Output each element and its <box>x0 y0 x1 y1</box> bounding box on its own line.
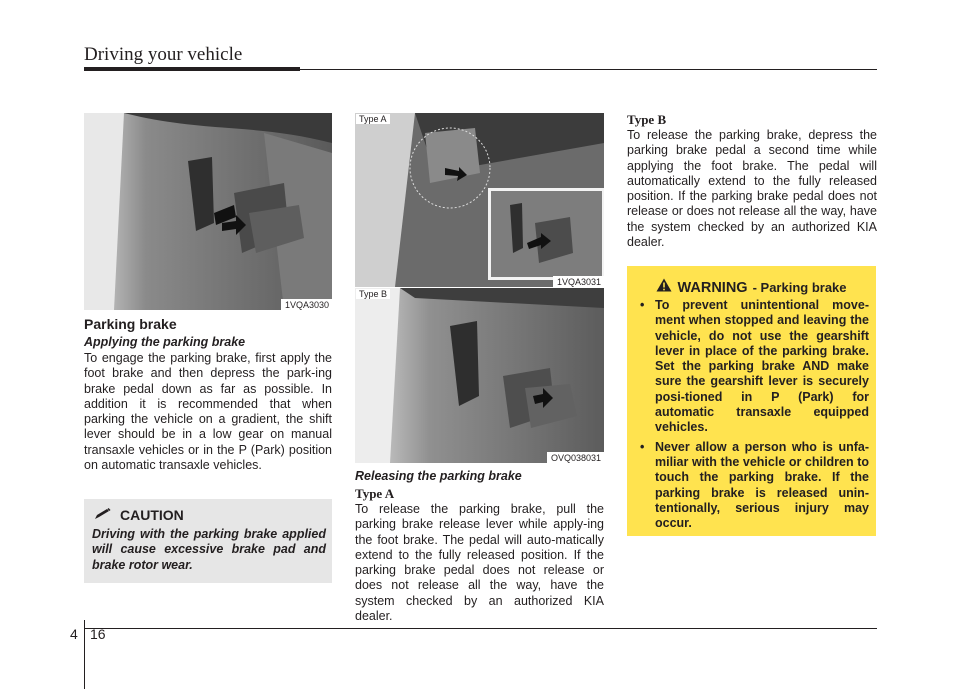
caution-title: CAUTION <box>120 507 184 523</box>
page-header-title: Driving your vehicle <box>84 44 243 65</box>
pencil-icon <box>94 507 114 523</box>
caution-box <box>84 499 332 583</box>
type-b-paragraph: To release the parking brake, depress the parking brake pedal a second time while applying the foot brake. The pedal will automatically extend to the fully released position. If the parking brake pedal does not release or does not release all the way, have the system checked by an authorized KIA dealer. <box>627 128 877 250</box>
type-a-paragraph: To release the parking brake, pull the parking brake release lever while apply-ing the foot brake. The pedal will auto-matically extend to the fully released position. If the parking brake pedal does not release or does not release all the way, have the system checked by an authorized KIA dealer. <box>355 502 604 624</box>
header-bar <box>84 67 300 71</box>
caution-text: Driving with the parking brake applied will cause excessive brake pad and brake rotor wear. <box>92 527 326 572</box>
figure-code: 1VQA3031 <box>553 276 604 287</box>
warning-triangle-icon <box>656 278 672 297</box>
figure-parking-brake-pedal <box>84 113 332 310</box>
type-b-pedal-photo <box>355 288 604 463</box>
header-divider <box>300 69 877 70</box>
figure-code: OVQ038031 <box>547 452 604 463</box>
warning-item-text: To prevent unintentional move-ment when stopped and leaving the vehicle, do not use the gearshift lever in place of the parking brake. Set the parking brake AND make sure the gearshift lever is securely posi-tioned in P (Park) for automatic transaxle equipped vehicles. <box>655 298 869 435</box>
page-number: 16 <box>90 626 106 642</box>
warning-header <box>627 278 876 297</box>
type-a-label: Type A <box>355 486 395 501</box>
section-heading: Parking brake <box>84 316 177 332</box>
subheading-releasing: Releasing the parking brake <box>355 469 522 483</box>
figure-type-label: Type B <box>356 289 390 299</box>
list-item <box>635 440 869 532</box>
figure-type-label: Type A <box>356 114 390 124</box>
warning-title: WARNING <box>677 279 748 296</box>
figure-type-b <box>355 288 604 463</box>
chapter-number: 4 <box>70 626 78 642</box>
applying-paragraph: To engage the parking brake, first apply the foot brake and then depress the park-ing brake pedal down as far as possible. In addition it is recommended that when parking the vehicle on a gradient, the shift lever should be in a low gear on manual transaxle vehicles or in the P (Park) position on automatic transaxle vehicles. <box>84 351 332 473</box>
caution-header <box>94 507 184 523</box>
type-a-release-lever-photo <box>355 113 604 287</box>
bullet: • <box>640 298 645 312</box>
footer-vertical-rule <box>84 620 85 689</box>
subheading-applying: Applying the parking brake <box>84 335 246 349</box>
figure-code: 1VQA3030 <box>281 299 332 310</box>
type-b-label: Type B <box>627 112 667 127</box>
warning-item-text: Never allow a person who is unfa-miliar with the vehicle or children to touch the parking brake. If the parking brake is released unin-tentionally, serious injury may occur. <box>655 439 869 531</box>
bullet: • <box>640 439 645 454</box>
warning-subtitle: - Parking brake <box>752 280 847 295</box>
warning-box <box>627 266 876 536</box>
warning-list <box>635 298 869 535</box>
footer-divider <box>84 628 877 629</box>
figure-type-a <box>355 113 604 287</box>
list-item <box>635 298 869 436</box>
parking-brake-pedal-photo <box>84 113 332 310</box>
